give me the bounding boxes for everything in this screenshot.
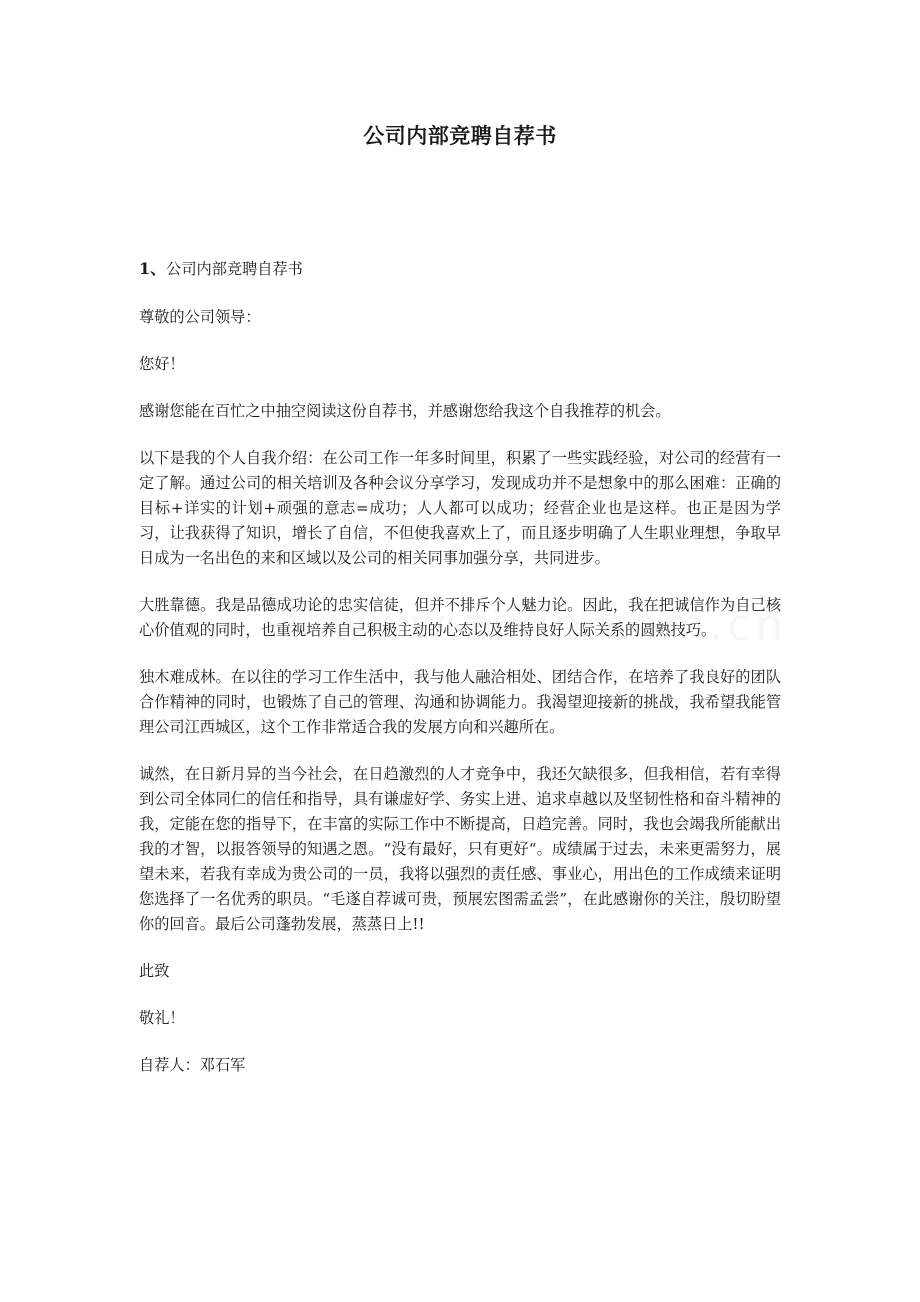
section-heading (139, 256, 781, 282)
document-title: 公司内部竞聘自荐书 (363, 123, 557, 148)
greeting: 您好！ (139, 355, 185, 373)
closing-line-1: 此致 (139, 962, 170, 980)
salutation: 尊敬的公司领导： (139, 308, 261, 326)
section-number: 1、 (139, 259, 167, 278)
signature: 自荐人：邓石军 (139, 1056, 246, 1074)
paragraph-commitment: 诚然，在日新月异的当今社会，在日趋激烈的人才竞争中，我还欠缺很多，但我相信，若有幸得到公司全体同仁的信任和指导，具有谦虚好学、务实上进、追求卓越以及坚韧性格和奋斗精神的我，定能在您的指导下，在丰富的实际工作中不断提高，日趋完善。同时，我也会竭我所能献出我的才智，以报答领导的知遇之恩。“没有最好，只有更好“。成绩属于过去，未来更需努力，展望未来，若我有幸成为贵公司的一员，我将以强烈的责任感、事业心，用出色的工作成绩来证明您选择了一名优秀的职员。“毛遂自荐诚可贵，预展宏图需孟尝”，在此感谢你的关注，殷切盼望你的回音。最后公司蓬勃发展，蒸蒸日上!! (139, 765, 781, 933)
document-body (139, 256, 781, 1100)
paragraph-introduction: 以下是我的个人自我介绍：在公司工作一年多时间里，积累了一些实践经验，对公司的经营有一定了解。通过公司的相关培训及各种会议分享学习，发现成功并不是想象中的那么困难：正确的目标+详实的计划+顽强的意志=成功；人人都可以成功；经营企业也是这样。也正是因为学习，让我获得了知识，增长了自信，不但使我喜欢上了，而且逐步明确了人生职业理想，争取早日成为一名出色的来和区域以及公司的相关同事加强分享，共同进步。 (139, 449, 781, 567)
paragraph-thanks: 感谢您能在百忙之中抽空阅读这份自荐书，并感谢您给我这个自我推荐的机会。 (139, 402, 671, 420)
paragraph-teamwork: 独木难成林。在以往的学习工作生活中，我与他人融洽相处、团结合作，在培养了我良好的团队合作精神的同时，也锻炼了自己的管理、沟通和协调能力。我渴望迎接新的挑战，我希望我能管理公司江西城区，这个工作非常适合我的发展方向和兴趣所在。 (139, 668, 781, 736)
closing-line-2: 敬礼！ (139, 1009, 185, 1027)
section-title: 公司内部竞聘自荐书 (166, 260, 303, 278)
paragraph-virtue: 大胜靠德。我是品德成功论的忠实信徒，但并不排斥个人魅力论。因此，我在把诚信作为自己核心价值观的同时，也重视培养自己积极主动的心态以及维持良好人际关系的圆熟技巧。 (139, 596, 781, 639)
